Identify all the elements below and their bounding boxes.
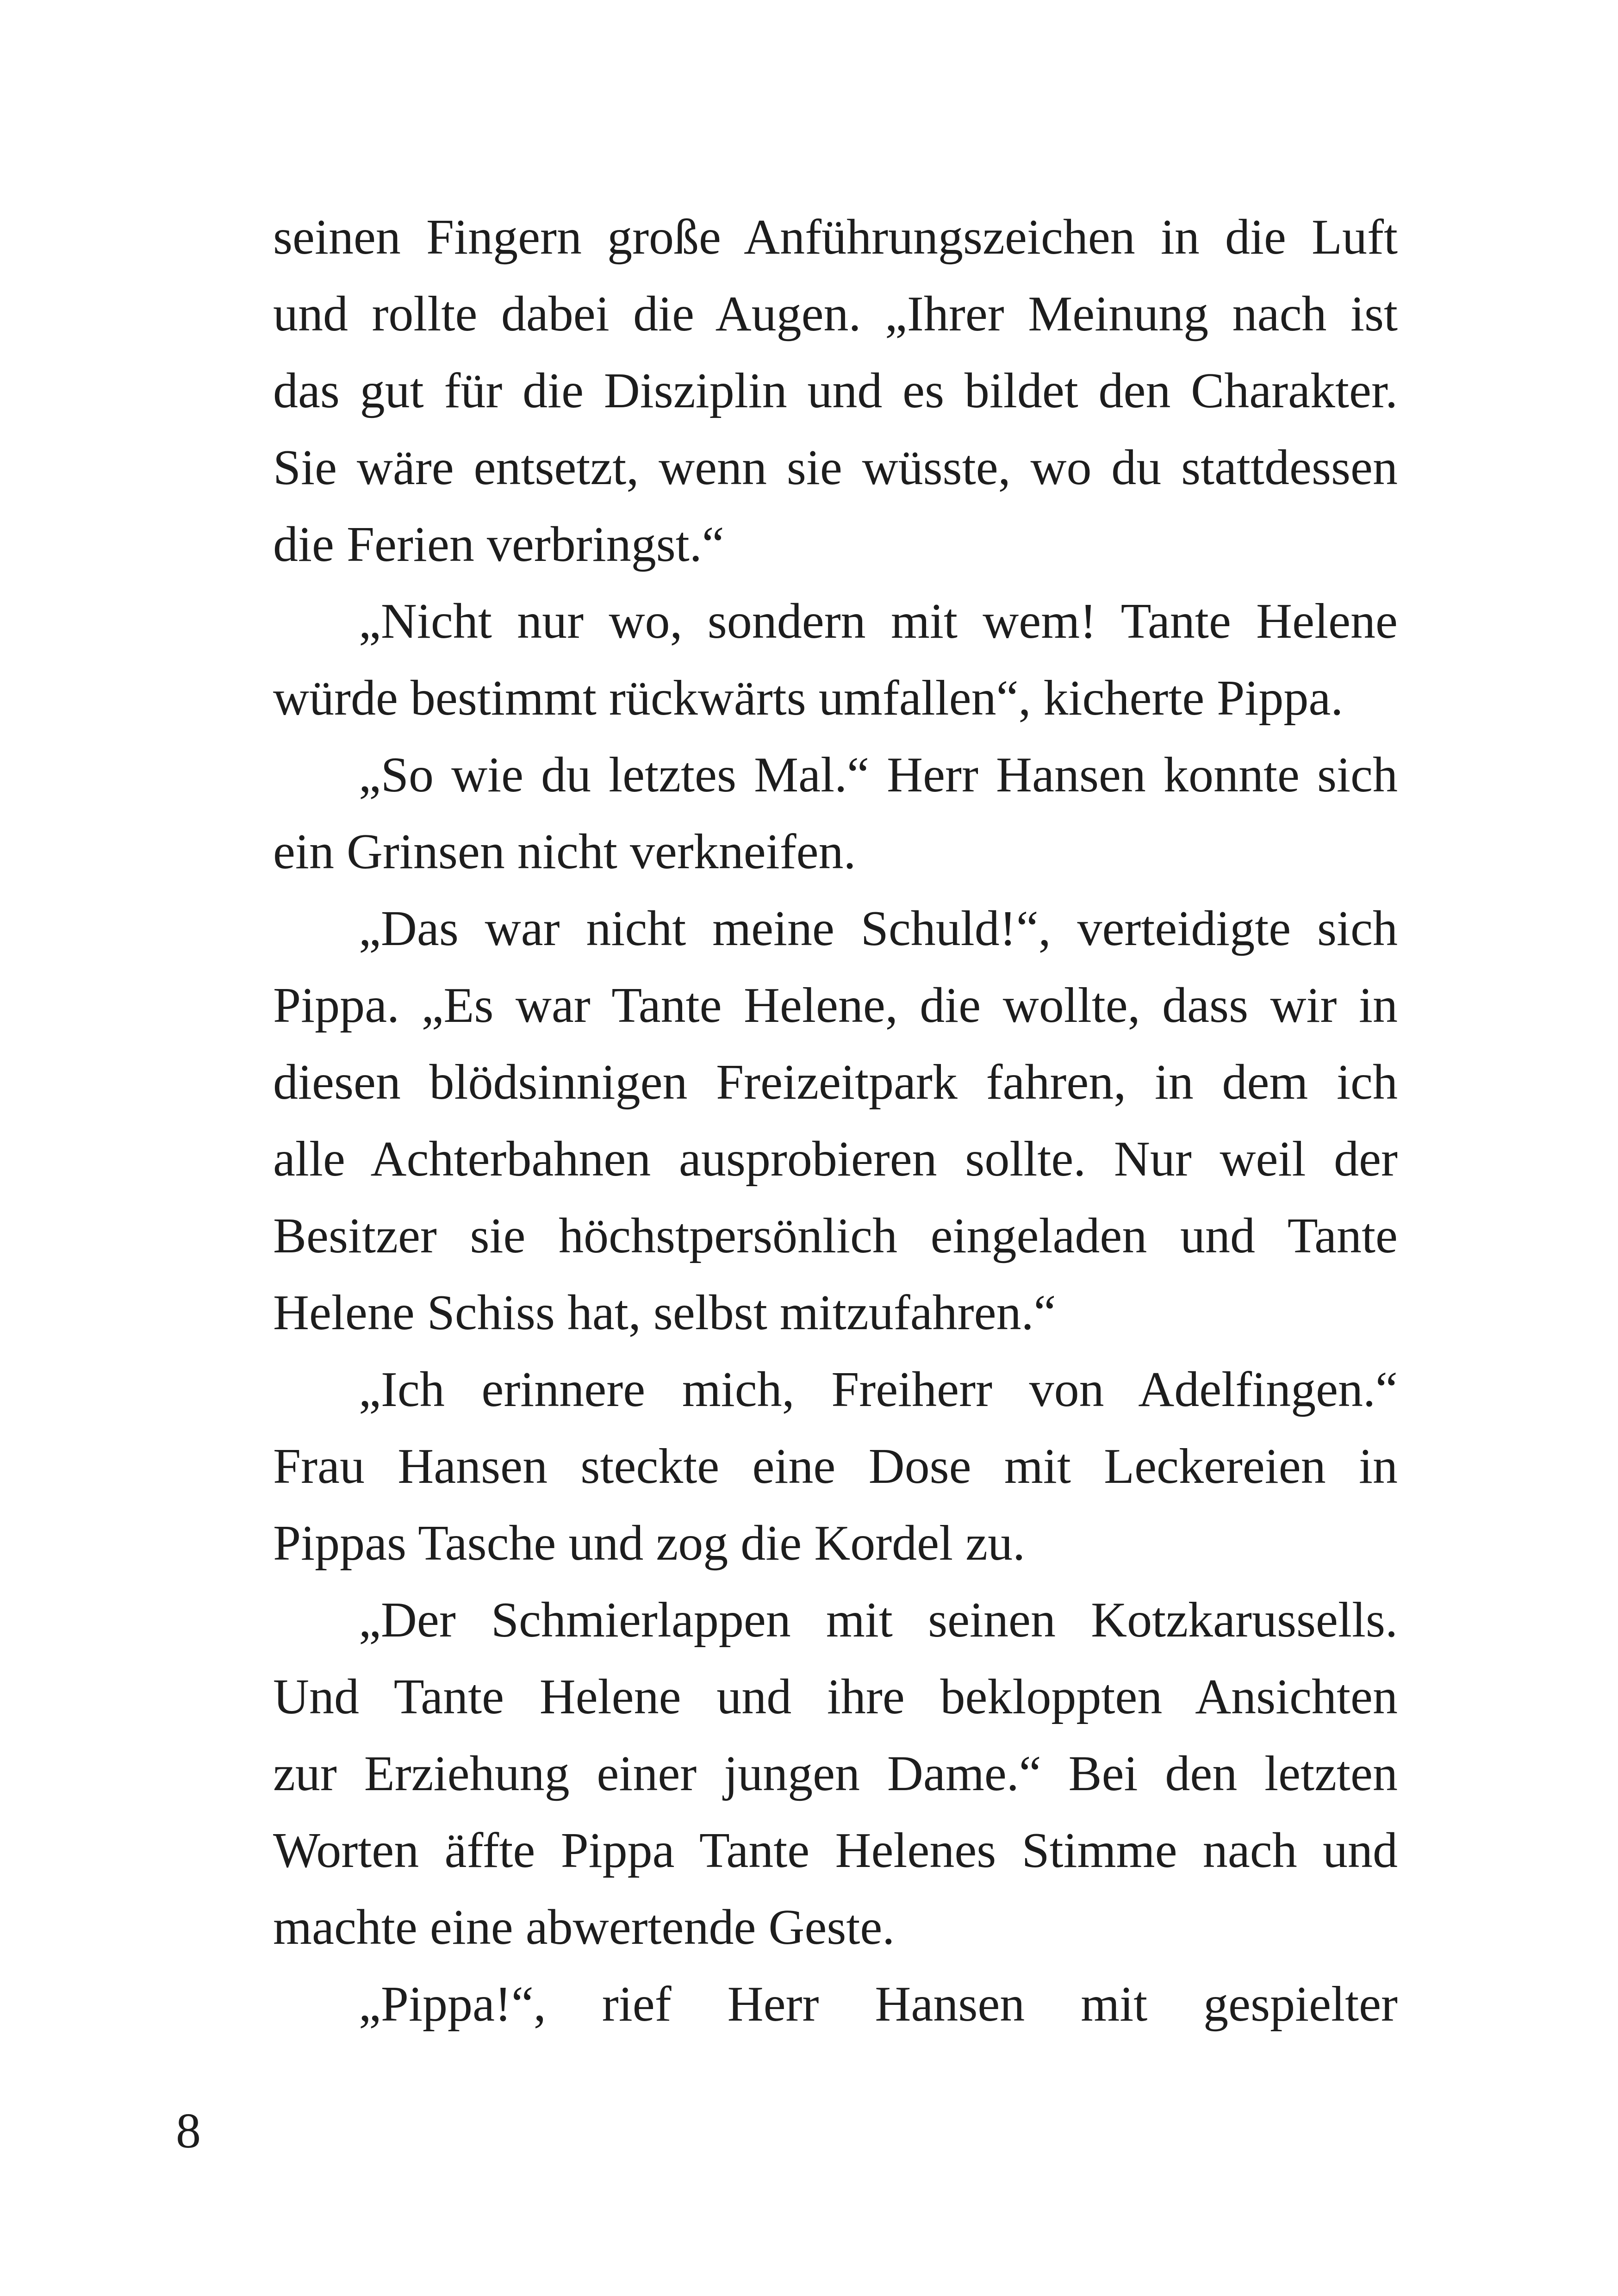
text-line: Helene Schiss hat, selbst mitzufahren.“ [273, 1285, 1056, 1340]
text-line: „Der Schmierlappen mit seinen Kotzkarussells. [359, 1593, 1398, 1648]
text-line: machte eine abwertende Geste. [273, 1900, 895, 1955]
text-line: Pippa. „Es war Tante Helene, die wollte, dass wir in [273, 978, 1398, 1033]
text-line: und rollte dabei die Augen. „Ihrer Meinung nach ist [273, 286, 1398, 342]
text-line: Besitzer sie höchstpersönlich eingeladen und Tante [273, 1208, 1398, 1263]
text-line: würde bestimmt rückwärts umfallen“, kicherte Pippa. [273, 671, 1344, 726]
text-line: Pippas Tasche und zog die Kordel zu. [273, 1516, 1026, 1571]
text-line: seinen Fingern große Anführungszeichen in die Luft [273, 210, 1398, 265]
page-number: 8 [176, 2103, 201, 2159]
text-line: diesen blödsinnigen Freizeitpark fahren, in dem ich [273, 1055, 1398, 1110]
text-line: alle Achterbahnen ausprobieren sollte. Nur weil der [273, 1132, 1398, 1187]
text-line: zur Erziehung einer jungen Dame.“ Bei den letzten [273, 1746, 1398, 1801]
body-text [273, 199, 1398, 2043]
text-line: Und Tante Helene und ihre bekloppten Ansichten [273, 1669, 1398, 1724]
text-line: die Ferien verbringst.“ [273, 517, 724, 572]
text-line: „So wie du letztes Mal.“ Herr Hansen konnte sich [359, 747, 1398, 803]
text-line: ein Grinsen nicht verkneifen. [273, 824, 856, 879]
text-line: Frau Hansen steckte eine Dose mit Leckereien in [273, 1439, 1398, 1494]
text-line: „Pippa!“, rief Herr Hansen mit gespielter [359, 1977, 1398, 2032]
text-line: Worten äffte Pippa Tante Helenes Stimme nach und [273, 1823, 1398, 1878]
text-line: „Das war nicht meine Schuld!“, verteidigte sich [359, 901, 1398, 956]
text-line: das gut für die Disziplin und es bildet den Charakter. [273, 363, 1398, 418]
text-line: „Ich erinnere mich, Freiherr von Adelfingen.“ [359, 1362, 1398, 1417]
text-line: Sie wäre entsetzt, wenn sie wüsste, wo du stattdessen [273, 440, 1398, 495]
text-line: „Nicht nur wo, sondern mit wem! Tante Helene [359, 594, 1398, 649]
